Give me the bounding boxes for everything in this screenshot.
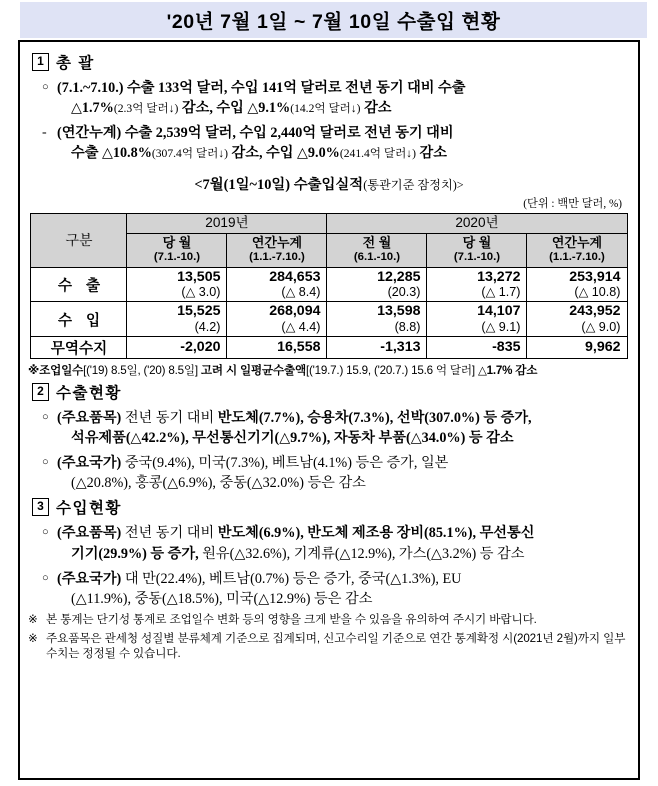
table-footnote-a: 조업일수 xyxy=(39,363,84,377)
imports-countries-decrease: (△11.9%), 중동(△18.5%), 미국(△12.9%) 등은 감소 xyxy=(71,590,373,607)
imports-cell-1-value: 268,094 xyxy=(269,303,321,320)
exports-cell-1 xyxy=(227,267,327,302)
exports-countries-line1 xyxy=(57,455,448,471)
import-change-pct: △9.1% xyxy=(247,100,291,117)
imports-cell-3 xyxy=(427,302,527,337)
footnote-2-line2: 통계확정 시(2021년 2월)까지 일부 수치는 정정될 수 있습니다. xyxy=(46,631,626,661)
cumulative-line2 xyxy=(57,145,447,161)
header-col-0-name: 당 월 xyxy=(162,235,192,251)
overview-period-line1: (7.1.~7.10.) 수출 133억 달러, 수입 141억 달러로 전년 동기 대비 수출 xyxy=(57,80,466,96)
table-footnote-c: 고려 시 일평균수출액 xyxy=(197,363,306,377)
exports-cell-3 xyxy=(427,267,527,302)
imports-cell-3-value: 14,107 xyxy=(477,303,521,320)
imports-cell-0-value: 15,525 xyxy=(177,303,221,320)
imports-countries-body xyxy=(57,569,630,609)
imports-cell-4-value: 243,952 xyxy=(569,303,621,320)
overview-bullet-period xyxy=(42,78,630,118)
imports-items-line2 xyxy=(57,546,524,562)
section-heading-imports xyxy=(32,496,630,518)
page-title-banner xyxy=(20,2,647,38)
imports-cell-1-pct: (△ 4.4) xyxy=(281,319,321,334)
exports-items-decrease: 석유제품(△42.2%), 무선통신기기(△9.7%), 자동차 부품(△34.0%) 등 감소 xyxy=(71,430,514,446)
cumulative-export-word: 감소, 수입 xyxy=(228,145,298,162)
table-footnote-daily-avg: [('19.7.) 15.9, ('20.7.) 15.6 억 달러] xyxy=(305,363,475,377)
exports-items-bullet xyxy=(42,408,630,448)
balance-cell-1: 16,558 xyxy=(227,336,327,358)
export-change-word: 감소, 수입 xyxy=(178,100,248,117)
export-change-pct: △1.7% xyxy=(71,100,114,117)
imports-cell-0 xyxy=(127,302,227,337)
exports-cell-3-pct: (△ 1.7) xyxy=(481,285,521,300)
exports-cell-0-value: 13,505 xyxy=(177,268,221,285)
header-col-1-name: 연간누계 xyxy=(251,235,303,251)
section-title-overview: 총 괄 xyxy=(56,55,95,72)
table-caption-main: <7월(1일~10일) 수출입실적 xyxy=(194,176,364,193)
bullet-marker: ○ xyxy=(42,571,49,584)
header-col-3 xyxy=(427,233,527,267)
section-heading-overview xyxy=(32,51,630,73)
exports-cell-2-value: 12,285 xyxy=(377,268,421,285)
section-number-3: 3 xyxy=(32,498,49,516)
exports-cell-3-value: 13,272 xyxy=(477,268,521,285)
exports-cell-4-pct: (△ 10.8) xyxy=(574,285,621,300)
exports-items-line1 xyxy=(57,410,532,426)
section-number-1: 1 xyxy=(32,53,49,71)
overview-bullet-cumulative xyxy=(42,123,630,163)
cumulative-export-pct: 수출 △10.8% xyxy=(71,145,152,162)
header-col-0 xyxy=(127,233,227,267)
table-row-imports xyxy=(31,302,627,337)
imports-countries-line1 xyxy=(57,571,461,587)
imports-countries-increase: 대 만(22.4%), 베트남(0.7%) 등은 증가, 중국(△1.3%), EU xyxy=(121,570,462,587)
table-caption xyxy=(28,173,630,194)
exports-items-lead: 전년 동기 대비 xyxy=(121,409,218,426)
overview-bullet-cumulative-body xyxy=(57,123,630,163)
overview-bullet-period-body xyxy=(57,78,630,118)
imports-cell-2-value: 13,598 xyxy=(377,303,421,320)
header-col-3-name: 당 월 xyxy=(462,235,492,251)
imports-items-line1 xyxy=(57,525,534,541)
row-label-imports: 수 입 xyxy=(31,302,127,337)
footnote-1 xyxy=(28,612,630,628)
imports-items-increase: 반도체(6.9%), 반도체 제조용 장비(85.1%), 무선통신 xyxy=(217,525,535,542)
row-label-balance: 무역수지 xyxy=(31,336,127,358)
header-col-4-name: 연간누계 xyxy=(551,235,603,251)
balance-cell-3: -835 xyxy=(427,336,527,358)
table-footnote-e: △1.7% 감소 xyxy=(474,363,538,377)
overview-period-line2 xyxy=(57,100,392,116)
exports-items-increase: 반도체(7.7%), 승용차(7.3%), 선박(307.0%) 등 증가, xyxy=(217,409,532,426)
exports-cell-4 xyxy=(527,267,627,302)
header-col-1-period: (1.1.-7.10.) xyxy=(249,251,305,264)
footnote-2-text xyxy=(46,631,630,662)
header-col-2 xyxy=(327,233,427,267)
imports-countries-label: (주요국가) xyxy=(57,570,122,587)
balance-cell-2: -1,313 xyxy=(327,336,427,358)
balance-cell-0: -2,020 xyxy=(127,336,227,358)
exports-cell-0 xyxy=(127,267,227,302)
imports-cell-4-pct: (△ 9.0) xyxy=(581,319,621,334)
bullet-marker: ○ xyxy=(42,410,49,423)
section-title-exports: 수출현황 xyxy=(56,384,122,402)
bullet-marker: ○ xyxy=(42,526,49,539)
imports-items-bullet xyxy=(42,523,630,563)
table-row-exports xyxy=(31,267,627,302)
footnote-2 xyxy=(28,631,630,662)
header-year-2020: 2020년 xyxy=(327,213,627,233)
section-title-imports: 수입현황 xyxy=(56,500,122,518)
cumulative-export-amount: (307.4억 달러↓) xyxy=(151,147,228,161)
exports-cell-0-pct: (△ 3.0) xyxy=(181,285,221,300)
header-col-3-period: (7.1.-10.) xyxy=(453,251,501,264)
exports-cell-4-value: 253,914 xyxy=(569,268,621,285)
cumulative-line1: (연간누계) 수출 2,539억 달러, 수입 2,440억 달러로 전년 동기 대비 xyxy=(57,125,454,142)
footnote-1-mark: ※ xyxy=(28,613,38,627)
exports-cell-1-pct: (△ 8.4) xyxy=(281,285,321,300)
bullet-marker: ○ xyxy=(42,456,49,469)
import-change-word: 감소 xyxy=(360,100,392,117)
table-row-balance xyxy=(31,336,627,358)
footnote-2-mark: ※ xyxy=(28,631,38,645)
header-col-0-period: (7.1.-10.) xyxy=(153,251,201,264)
header-col-2-period: (6.1.-10.) xyxy=(353,251,401,264)
imports-items-body xyxy=(57,523,630,563)
imports-countries-bullet xyxy=(42,569,630,609)
exports-countries-decrease: (△20.8%), 홍콩(△6.9%), 중동(△32.0%) 등은 감소 xyxy=(71,475,366,492)
imports-cell-2 xyxy=(327,302,427,337)
imports-cell-4 xyxy=(527,302,627,337)
footnote-1-text: 본 통계는 단기성 통계로 조업일수 변화 등의 영향을 크게 받을 수 있음을 유의하여 주시기 바랍니다. xyxy=(46,613,537,627)
content-frame xyxy=(18,40,640,780)
exports-countries-label: (주요국가) xyxy=(57,455,122,472)
footnote-2-line1: 주요품목은 관세청 성질별 분류체계 기준으로 집계되며, 신고수리일 기준으로 연간 xyxy=(46,631,452,645)
header-gubun: 구분 xyxy=(31,213,127,267)
imports-items-decrease: 원유(△32.6%), 기계류(△12.9%), 가스(△3.2%) 등 감소 xyxy=(198,545,525,562)
export-change-amount: (2.3억 달러↓) xyxy=(113,102,179,116)
header-col-4 xyxy=(527,233,627,267)
exports-cell-2-pct: (20.3) xyxy=(387,285,421,300)
exports-items-body xyxy=(57,408,630,448)
import-change-amount: (14.2억 달러↓) xyxy=(290,102,361,116)
table-header-row-year xyxy=(31,213,627,233)
exports-countries-bullet xyxy=(42,453,630,493)
exports-countries-increase: 중국(9.4%), 미국(7.3%), 베트남(4.1%) 등은 증가, 일본 xyxy=(121,455,449,472)
bullet-marker-dash: - xyxy=(42,125,47,141)
table-footnote-workdays: [('19) 8.5일, ('20) 8.5일] xyxy=(83,363,198,377)
header-col-1 xyxy=(227,233,327,267)
balance-cell-4: 9,962 xyxy=(527,336,627,358)
table-caption-qualifier: (통관기준 잠정치)> xyxy=(363,177,464,192)
imports-items-lead: 전년 동기 대비 xyxy=(121,525,218,542)
exports-countries-body xyxy=(57,453,630,493)
table-footnote xyxy=(28,362,630,378)
cumulative-import-pct: △9.0% xyxy=(297,145,340,162)
imports-cell-0-pct: (4.2) xyxy=(194,319,221,334)
exports-items-label: (주요품목) xyxy=(57,409,122,426)
cumulative-import-word: 감소 xyxy=(415,145,447,162)
header-col-2-name: 전 월 xyxy=(362,235,392,251)
section-heading-exports xyxy=(32,381,630,403)
cumulative-import-amount: (241.4억 달러↓) xyxy=(339,147,416,161)
page-title: '20년 7월 1일 ~ 7월 10일 수출입 현황 xyxy=(166,11,501,33)
imports-items-increase-cont: 기기(29.9%) 등 증가, xyxy=(71,545,199,562)
trade-statistics-table xyxy=(30,213,627,359)
section-number-2: 2 xyxy=(32,383,49,401)
imports-cell-3-pct: (△ 9.1) xyxy=(481,319,521,334)
header-col-4-period: (1.1.-7.10.) xyxy=(549,251,605,264)
bullet-marker: ○ xyxy=(42,81,49,93)
header-year-2019: 2019년 xyxy=(127,213,327,233)
table-footnote-mark: ※ xyxy=(28,363,40,377)
table-unit-label: (단위 : 백만 달러, %) xyxy=(523,197,622,210)
imports-cell-2-pct: (8.8) xyxy=(394,319,421,334)
exports-cell-1-value: 284,653 xyxy=(269,268,321,285)
imports-items-label: (주요품목) xyxy=(57,525,122,542)
imports-cell-1 xyxy=(227,302,327,337)
row-label-exports: 수 출 xyxy=(31,267,127,302)
exports-cell-2 xyxy=(327,267,427,302)
